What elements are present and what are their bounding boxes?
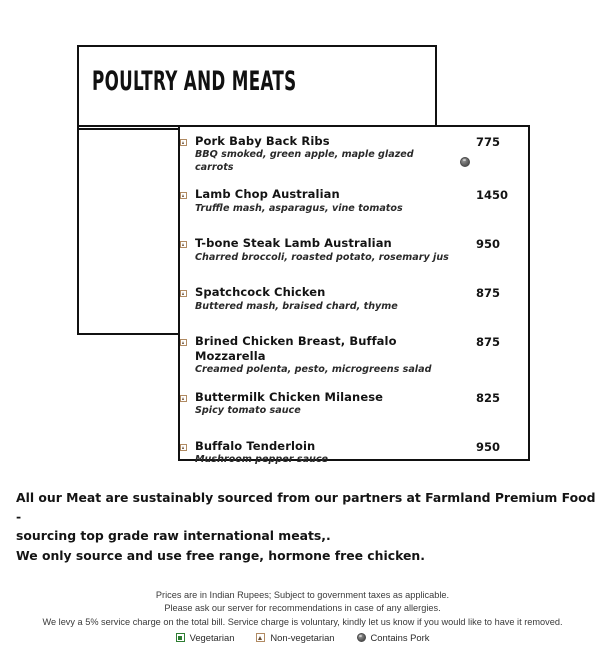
non-vegetarian-icon <box>180 241 187 248</box>
contains-pork-icon <box>460 157 470 167</box>
menu-item[interactable] <box>180 285 528 321</box>
legend-item-non-vegetarian <box>256 632 334 643</box>
sourcing-note-line-2: sourcing top grade raw international meats,. <box>16 528 331 544</box>
non-vegetarian-icon <box>180 290 187 297</box>
menu-item-description: BBQ smoked, green apple, maple glazed carrots <box>195 149 414 173</box>
menu-item-text <box>195 134 474 174</box>
menu-item[interactable] <box>180 439 528 475</box>
fine-print-line-1: Prices are in Indian Rupees; Subject to government taxes as applicable. <box>155 590 450 600</box>
diet-marker-cell <box>180 285 195 297</box>
menu-item-description: Mushroom pepper sauce <box>195 453 329 465</box>
sourcing-note-line-3: We only source and use free range, hormone free chicken. <box>16 547 425 563</box>
menu-item-name: Buttermilk Chicken Milanese <box>195 389 384 404</box>
menu-item-text <box>195 390 474 418</box>
contains-pork-icon <box>357 633 366 642</box>
menu-item-text <box>195 334 474 376</box>
vegetarian-icon <box>176 633 185 642</box>
menu-item[interactable] <box>180 334 528 376</box>
non-vegetarian-icon <box>180 395 187 402</box>
menu-item-name: Spatchcock Chicken <box>195 285 326 300</box>
menu-item-description-row <box>195 252 470 264</box>
sourcing-note <box>16 488 596 565</box>
menu-item-description-row <box>195 364 470 376</box>
non-vegetarian-icon <box>180 444 187 451</box>
menu-item-description: Charred broccoli, roasted potato, rosemary jus <box>195 251 449 263</box>
menu-item-name: T-bone Steak Lamb Australian <box>195 236 392 251</box>
menu-item[interactable] <box>180 236 528 272</box>
menu-item-name: Buffalo Tenderloin <box>195 438 316 453</box>
diet-marker-cell <box>180 134 195 146</box>
diet-legend <box>0 632 605 643</box>
page-title: POULTRY AND MEATS <box>92 66 297 97</box>
fine-print-line-3: We levy a 5% service charge on the total bill. Service charge is voluntary, kindly let us know if you would like to have it removed. <box>42 616 563 627</box>
menu-item-price: 950 <box>476 237 501 252</box>
legend-label-vegetarian: Vegetarian <box>189 632 235 643</box>
diet-marker-cell <box>180 334 195 346</box>
diet-marker-cell <box>180 236 195 248</box>
fine-print-line-2: Please ask our server for recommendations in case of any allergies. <box>164 603 441 614</box>
menu-item-price: 875 <box>476 335 501 350</box>
non-vegetarian-icon <box>256 633 265 642</box>
menu-item-price: 825 <box>476 390 501 405</box>
menu-item-name: Pork Baby Back Ribs <box>195 134 330 148</box>
menu-item-text <box>195 285 474 313</box>
menu-item-description: Spicy tomato sauce <box>195 404 301 416</box>
menu-item-price: 950 <box>476 439 501 454</box>
diet-marker-cell <box>180 439 195 451</box>
menu-item[interactable] <box>180 390 528 426</box>
menu-item-price: 775 <box>476 135 501 149</box>
menu-item-name: Brined Chicken Breast, Buffalo Mozzarella <box>195 334 397 363</box>
legend-item-contains-pork <box>357 632 430 643</box>
menu-item-list <box>180 134 528 488</box>
menu-item-price: 875 <box>476 286 501 301</box>
non-vegetarian-icon <box>180 139 187 146</box>
legend-item-vegetarian <box>176 632 235 643</box>
menu-item-description-row <box>195 203 470 215</box>
menu-item-name: Lamb Chop Australian <box>195 187 340 202</box>
diet-marker-cell <box>180 390 195 402</box>
diet-marker-cell <box>180 187 195 199</box>
menu-item-text <box>195 439 474 467</box>
menu-item-description-row <box>195 405 470 417</box>
menu-item-description: Buttered mash, braised chard, thyme <box>195 300 398 312</box>
menu-item[interactable] <box>180 187 528 223</box>
menu-item-price: 1450 <box>476 188 509 203</box>
non-vegetarian-icon <box>180 192 187 199</box>
menu-item-description-row <box>195 301 470 313</box>
menu-item-description: Truffle mash, asparagus, vine tomatos <box>195 202 403 214</box>
menu-item-text <box>195 187 474 215</box>
fine-print <box>0 589 605 629</box>
legend-label-contains-pork: Contains Pork <box>370 632 430 643</box>
menu-item[interactable] <box>180 134 528 174</box>
menu-item-description: Creamed polenta, pesto, microgreens salad <box>195 364 432 376</box>
legend-label-non-vegetarian: Non-vegetarian <box>270 632 335 643</box>
sourcing-note-line-1: All our Meat are sustainably sourced from our partners at Farmland Premium Food - <box>16 490 596 525</box>
menu-item-description-row <box>195 454 470 466</box>
menu-item-text <box>195 236 474 264</box>
non-vegetarian-icon <box>180 339 187 346</box>
menu-item-description-row <box>195 149 470 174</box>
